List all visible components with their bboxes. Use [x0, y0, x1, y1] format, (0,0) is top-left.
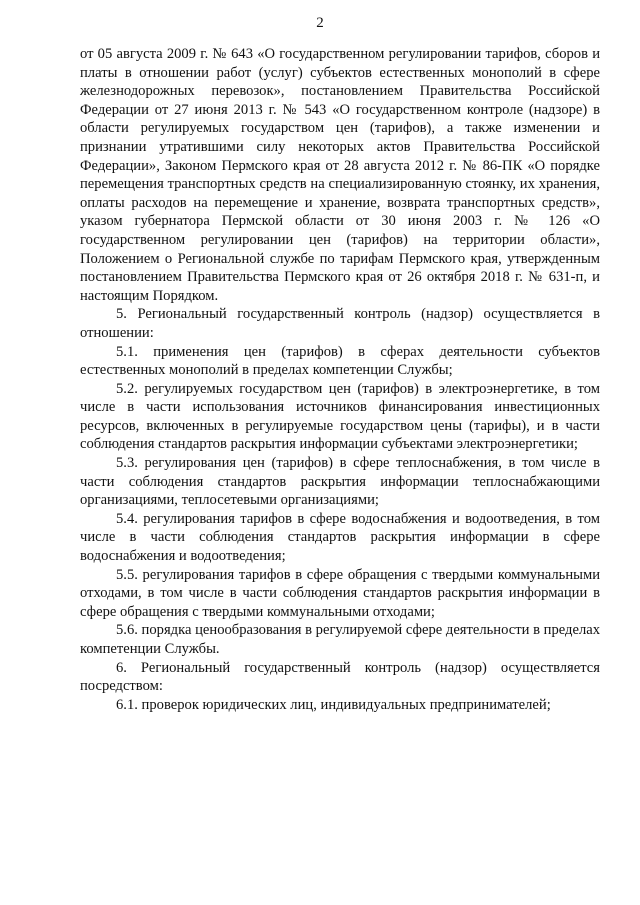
paragraph-item-5-6: 5.6. порядка ценообразования в регулируемой сфере деятельности в пределах компетенции Службы. [80, 622, 600, 657]
paragraph-item-5-5: 5.5. регулирования тарифов в сфере обращения с твердыми коммунальными отходами, в том числе в части соблюдения стандартов раскрытия информации в сфере обращения с твердыми коммунальными отходами; [80, 566, 600, 620]
paragraph-item-6-1: 6.1. проверок юридических лиц, индивидуальных предпринимателей; [116, 696, 551, 713]
document-body [80, 45, 600, 714]
paragraph-continuation: от 05 августа 2009 г. № 643 «О государственном регулировании тарифов, сборов и платы в отношении работ (услуг) субъектов естественных монополий в сфере железнодорожных перевозок», постановлением Правительства Российской Федерации от 27 июня 2013 г. № 543 «О государственном контроле (надзоре) в области регулируемых государством цен (тарифов), а также изменении и признании утратившими силу некоторых актов Правительства Российской Федерации», Законом Пермского края от 28 августа 2012 г. № 86-ПК «О порядке перемещения транспортных средств на специализированную стоянку, их хранения, оплаты расходов на перемещение и хранение, возврата транспортных средств», указом губернатора Пермской области от 30 июня 2003 г. № 126 «О государственном регулировании цен (тарифов) на территории области», Положением о Региональной службе по тарифам Пермского края, утвержденным постановлением Правительства Пермского края от 26 октября 2018 г. № 631-п, и настоящим Порядком. [80, 46, 600, 304]
paragraph-item-6: 6. Региональный государственный контроль (надзор) осуществляется посредством: [80, 659, 600, 695]
paragraph-item-5-3: 5.3. регулирования цен (тарифов) в сфере теплоснабжения, в том числе в части соблюдения стандартов раскрытия информации теплоснабжающими организациями, теплосетевыми организациями; [80, 455, 600, 509]
page-number: 2 [316, 15, 324, 31]
paragraph-item-5-4: 5.4. регулирования тарифов в сфере водоснабжения и водоотведения, в том числе в части соблюдения стандартов раскрытия информации в сфере водоснабжения и водоотведения; [80, 510, 600, 565]
paragraph-item-5: 5. Региональный государственный контроль (надзор) осуществляется в отношении: [80, 306, 600, 341]
paragraph-item-5-1: 5.1. применения цен (тарифов) в сферах деятельности субъектов естественных монополий в пределах компетенции Службы; [80, 343, 600, 379]
paragraph-item-5-2: 5.2. регулируемых государством цен (тарифов) в электроэнергетике, в том числе в части использования источников финансирования инвестиционных ресурсов, включенных в регулируемые государством цены (тарифы), и в части соблюдения стандартов раскрытия информации субъектами электроэнергетики; [80, 380, 600, 453]
